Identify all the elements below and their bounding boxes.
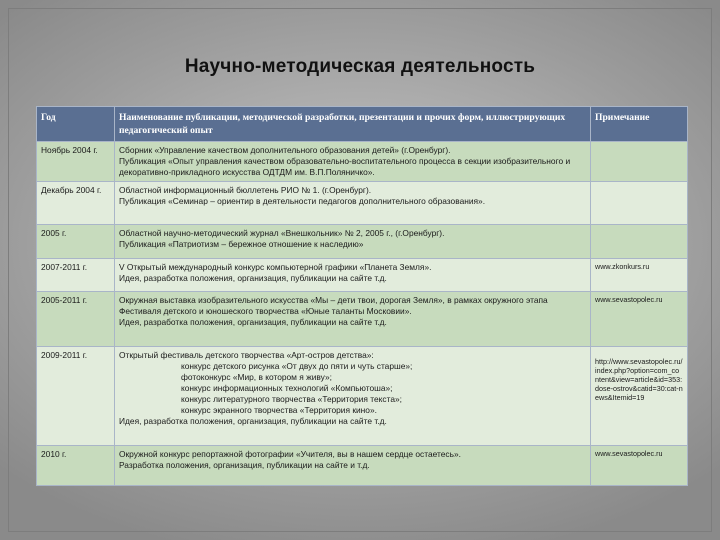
publication-line: Идея, разработка положения, организация, публикации на сайте т.д.	[119, 416, 387, 426]
publication-cell	[115, 446, 591, 486]
publication-line: Окружной конкурс репортажной фотографии «Учителя, вы в нашем сердце остаетесь».	[119, 449, 461, 459]
contest-line: конкурс информационных технологий «Компьютоша»;	[181, 383, 393, 393]
publication-cell	[115, 182, 591, 225]
publication-line: Сборник «Управление качеством дополнительного образования детей» (г.Оренбург).	[119, 145, 451, 155]
contest-line: фотоконкурс «Мир, в котором я живу»;	[181, 372, 332, 382]
table-row	[37, 347, 688, 446]
year-cell: Ноябрь 2004 г.	[37, 142, 115, 182]
table-header-row	[37, 107, 688, 142]
contest-line: конкурс экранного творчества «Территория кино».	[181, 405, 377, 415]
publication-line: Открытый фестиваль детского творчества «Арт-остров детства»:	[119, 350, 374, 360]
publication-line: Публикация «Патриотизм – бережное отношение к наследию»	[119, 239, 364, 249]
publication-line: Публикация «Семинар – ориентир в деятельности педагогов дополнительного образования».	[119, 196, 486, 206]
activity-table	[36, 106, 688, 486]
publication-line: Областной информационный бюллетень РИО № 1. (г.Оренбург).	[119, 185, 372, 195]
header-note: Примечание	[591, 107, 688, 142]
note-cell	[591, 142, 688, 182]
note-link[interactable]: www.sevastopolec.ru	[591, 292, 688, 347]
contest-line: конкурс детского рисунка «От двух до пяти и чуть старше»;	[181, 361, 413, 371]
header-publication: Наименование публикации, методической разработки, презентации и прочих форм, иллюстрирующих педагогический опыт	[115, 107, 591, 142]
note-link[interactable]	[591, 347, 688, 446]
table-row	[37, 259, 688, 292]
year-cell: 2007-2011 г.	[37, 259, 115, 292]
publication-cell	[115, 347, 591, 446]
note-url[interactable]: http://www.sevastopolec.ru/index.php?option=com_content&view=article&id=353:dose-ostrov&catid=30:cat-news&Itemid=19	[595, 357, 683, 402]
publication-cell	[115, 292, 591, 347]
publication-line: Идея, разработка положения, организация, публикации на сайте т.д.	[119, 273, 387, 283]
contest-line: конкурс литературного творчества «Территория текста»;	[181, 394, 402, 404]
note-link[interactable]: www.sevastopolec.ru	[591, 446, 688, 486]
year-cell: 2010 г.	[37, 446, 115, 486]
table-row	[37, 142, 688, 182]
header-year: Год	[37, 107, 115, 142]
note-cell	[591, 182, 688, 225]
publication-line: Областной научно-методический журнал «Внешкольник» № 2, 2005 г., (г.Оренбург).	[119, 228, 445, 238]
publication-line: Разработка положения, организация, публикации на сайте и т.д.	[119, 460, 370, 470]
publication-cell	[115, 142, 591, 182]
year-cell: 2005-2011 г.	[37, 292, 115, 347]
year-cell: 2005 г.	[37, 225, 115, 259]
year-cell: Декабрь 2004 г.	[37, 182, 115, 225]
table-row	[37, 182, 688, 225]
year-cell: 2009-2011 г.	[37, 347, 115, 446]
publication-line: Окружная выставка изобразительного искусства «Мы – дети твои, дорогая Земля», в рамках окружного этапа Фестиваля детского и юношеского творчества «Юные таланты Московии».	[119, 295, 548, 316]
table-row	[37, 292, 688, 347]
note-link[interactable]: www.zkonkurs.ru	[591, 259, 688, 292]
publication-line: V Открытый международный конкурс компьютерной графики «Планета Земля».	[119, 262, 432, 272]
table-row	[37, 225, 688, 259]
publication-line: Публикация «Опыт управления качеством образовательно-воспитательного процесса в секции изобразительного и декоративно-прикладного искусства ОДТДМ им. В.П.Поляничко».	[119, 156, 571, 177]
page-title: Научно-методическая деятельность	[184, 56, 536, 77]
publication-line: Идея, разработка положения, организация, публикации на сайте т.д.	[119, 317, 387, 327]
activity-table-container	[36, 106, 687, 486]
publication-cell	[115, 225, 591, 259]
table-row	[37, 446, 688, 486]
note-cell	[591, 225, 688, 259]
publication-cell	[115, 259, 591, 292]
